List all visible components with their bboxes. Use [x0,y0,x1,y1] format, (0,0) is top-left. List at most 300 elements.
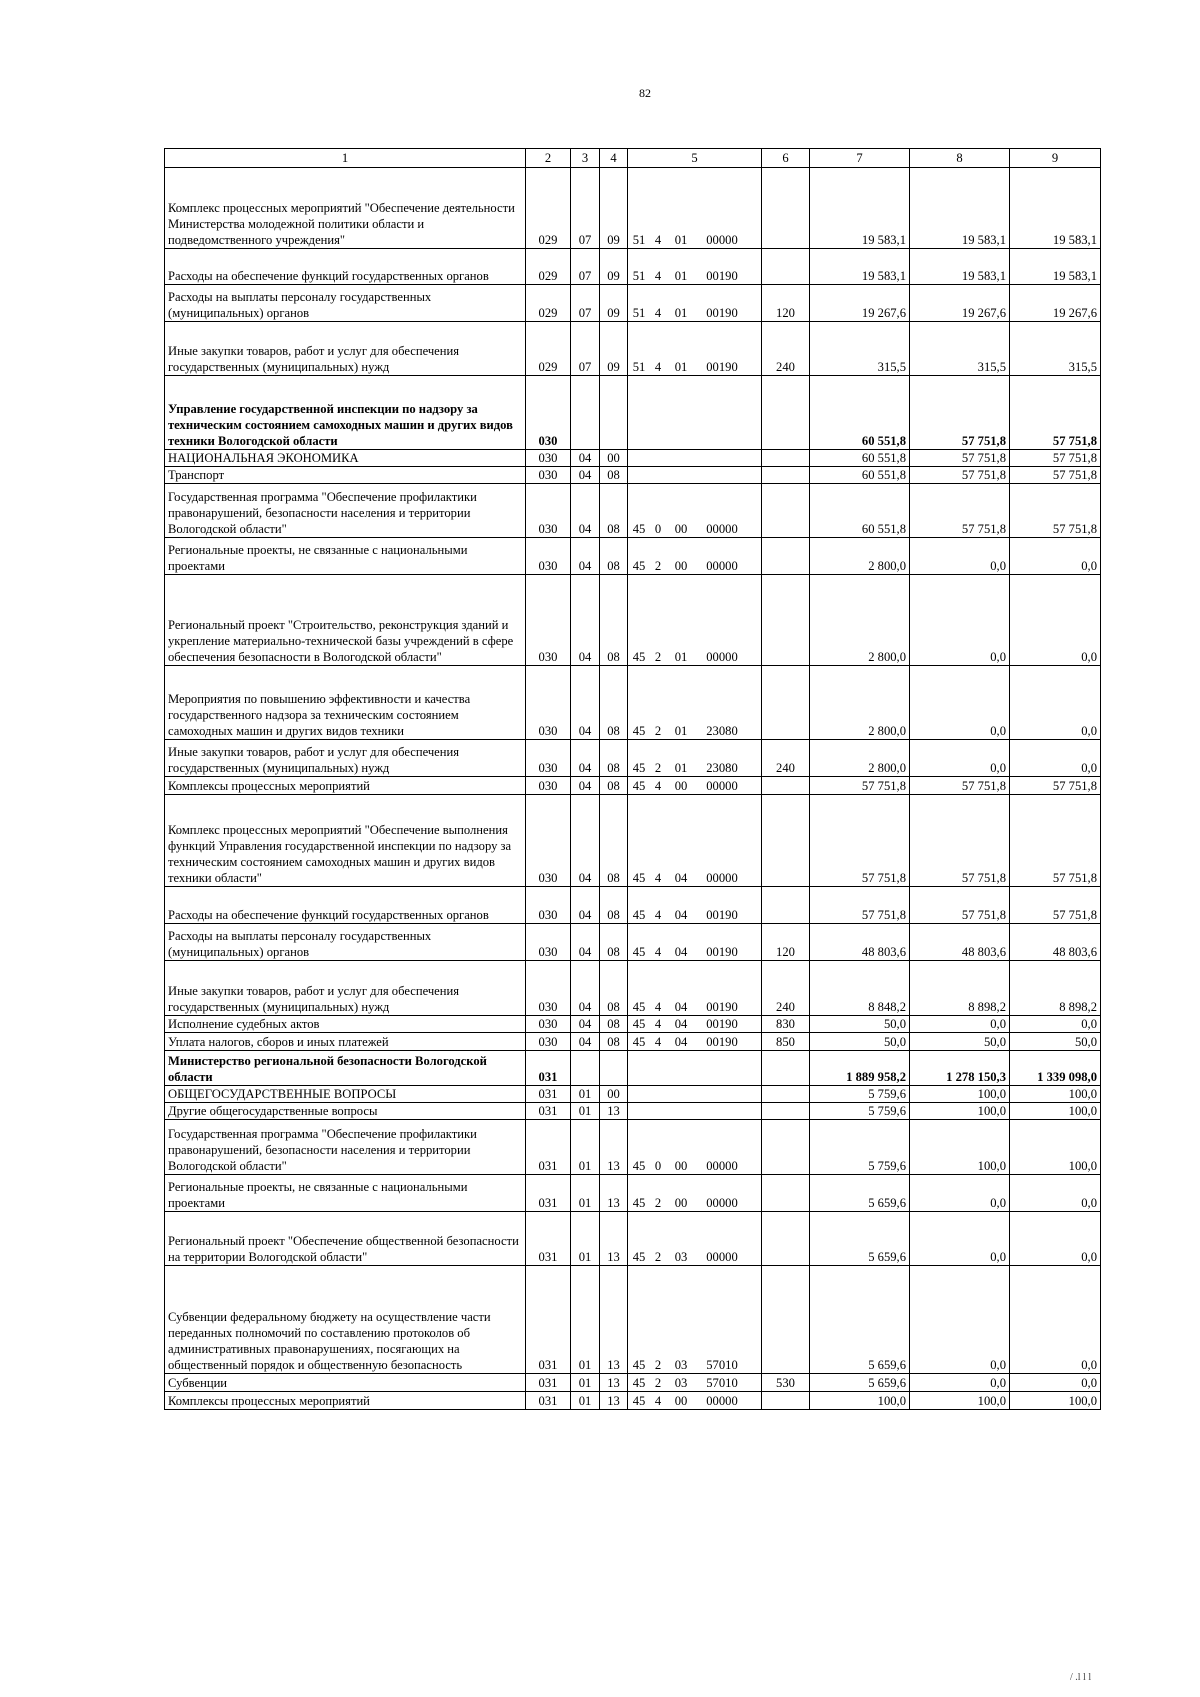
table-row [165,1266,1101,1374]
article-code-part: 4 [654,1394,662,1408]
amount-col-8: 0,0 [910,1374,1010,1392]
table-row [165,924,1101,961]
col-header-5: 5 [628,149,762,168]
article-code-part: 01 [674,724,688,738]
row-name: Министерство региональной безопасности Вологодской области [165,1051,526,1086]
table-row [165,1374,1101,1392]
section-code: 04 [571,450,600,467]
amount-col-7: 5 759,6 [810,1120,910,1175]
amount-col-7: 19 583,1 [810,249,910,285]
target-article-code [628,1051,762,1086]
section-code: 04 [571,1016,600,1033]
article-code-part: 45 [632,1358,646,1372]
table-row [165,322,1101,376]
table-row [165,777,1101,795]
ministry-code: 031 [526,1175,571,1212]
subsection-code: 13 [600,1266,628,1374]
ministry-code: 031 [526,1086,571,1103]
subsection-code: 08 [600,538,628,575]
article-code-part: 03 [674,1250,688,1264]
subsection-code: 13 [600,1212,628,1266]
amount-col-8: 0,0 [910,538,1010,575]
subsection-code: 13 [600,1103,628,1120]
section-code: 01 [571,1175,600,1212]
target-article-code [628,795,762,887]
ministry-code: 030 [526,924,571,961]
table-row [165,1086,1101,1103]
ministry-code: 030 [526,538,571,575]
ministry-code: 030 [526,740,571,777]
expense-type-code [762,538,810,575]
table-header [165,149,1101,168]
article-code-part: 00000 [706,1250,738,1264]
row-name: Региональные проекты, не связанные с национальными проектами [165,1175,526,1212]
row-name: ОБЩЕГОСУДАРСТВЕННЫЕ ВОПРОСЫ [165,1086,526,1103]
article-code-part: 45 [632,1000,646,1014]
article-code-part: 00 [674,559,688,573]
amount-col-9: 57 751,8 [1010,467,1101,484]
article-code-part: 04 [674,1035,688,1049]
target-article-code [628,1266,762,1374]
amount-col-9: 0,0 [1010,1374,1101,1392]
article-code-part: 4 [654,908,662,922]
ministry-code: 030 [526,1016,571,1033]
target-article-code [628,1103,762,1120]
amount-col-7: 50,0 [810,1016,910,1033]
article-code-part: 00190 [706,908,738,922]
ministry-code: 031 [526,1120,571,1175]
section-code: 01 [571,1266,600,1374]
amount-col-8: 57 751,8 [910,450,1010,467]
ministry-code: 030 [526,887,571,924]
page-number: 82 [639,86,651,100]
expense-type-code: 120 [762,924,810,961]
expense-type-code: 530 [762,1374,810,1392]
article-code-part: 00190 [706,1017,738,1031]
amount-col-7: 60 551,8 [810,467,910,484]
table-row [165,887,1101,924]
amount-col-9: 315,5 [1010,322,1101,376]
subsection-code [600,376,628,450]
section-code: 01 [571,1086,600,1103]
target-article-code [628,777,762,795]
article-code-part: 00000 [706,1394,738,1408]
amount-col-9: 19 583,1 [1010,168,1101,249]
target-article-code [628,1374,762,1392]
amount-col-9: 0,0 [1010,538,1101,575]
col-header-2: 2 [526,149,571,168]
subsection-code: 13 [600,1175,628,1212]
amount-col-9: 100,0 [1010,1392,1101,1410]
article-code-part: 04 [674,908,688,922]
table-row [165,961,1101,1016]
section-code: 01 [571,1374,600,1392]
amount-col-8: 57 751,8 [910,795,1010,887]
expense-type-code [762,484,810,538]
subsection-code: 09 [600,322,628,376]
ministry-code: 030 [526,795,571,887]
col-header-1: 1 [165,149,526,168]
amount-col-8: 8 898,2 [910,961,1010,1016]
amount-col-9: 57 751,8 [1010,887,1101,924]
article-code-part: 00 [674,1159,688,1173]
table-row [165,1016,1101,1033]
col-header-4: 4 [600,149,628,168]
ministry-code: 030 [526,1033,571,1051]
article-code-part: 00000 [706,522,738,536]
amount-col-9: 50,0 [1010,1033,1101,1051]
target-article-code [628,887,762,924]
row-name: Региональные проекты, не связанные с национальными проектами [165,538,526,575]
row-name: Расходы на выплаты персоналу государственных (муниципальных) органов [165,285,526,322]
amount-col-8: 19 267,6 [910,285,1010,322]
amount-col-8: 0,0 [910,575,1010,666]
table-row [165,575,1101,666]
section-code: 07 [571,285,600,322]
article-code-part: 00 [674,1196,688,1210]
expense-type-code [762,376,810,450]
amount-col-9: 57 751,8 [1010,376,1101,450]
amount-col-8: 0,0 [910,1266,1010,1374]
row-name: Государственная программа "Обеспечение профилактики правонарушений, безопасности населения и территории Вологодской области" [165,484,526,538]
table-row [165,249,1101,285]
section-code: 04 [571,538,600,575]
amount-col-9: 0,0 [1010,1212,1101,1266]
article-code-part: 0 [654,522,662,536]
row-name: Иные закупки товаров, работ и услуг для обеспечения государственных (муниципальных) нужд [165,961,526,1016]
expense-type-code [762,1120,810,1175]
article-code-part: 4 [654,945,662,959]
amount-col-8: 19 583,1 [910,249,1010,285]
table-body [165,168,1101,1410]
expense-type-code: 830 [762,1016,810,1033]
article-code-part: 00 [674,1394,688,1408]
amount-col-8: 100,0 [910,1120,1010,1175]
ministry-code: 031 [526,1374,571,1392]
article-code-part: 00000 [706,650,738,664]
expense-type-code [762,1051,810,1086]
subsection-code: 08 [600,1016,628,1033]
row-name: Государственная программа "Обеспечение профилактики правонарушений, безопасности населения и территории Вологодской области" [165,1120,526,1175]
article-code-part: 45 [632,779,646,793]
col-header-7: 7 [810,149,910,168]
ministry-code: 030 [526,484,571,538]
ministry-code: 030 [526,575,571,666]
subsection-code: 08 [600,924,628,961]
row-name: Расходы на выплаты персоналу государственных (муниципальных) органов [165,924,526,961]
table-row [165,1392,1101,1410]
amount-col-9: 19 583,1 [1010,249,1101,285]
subsection-code: 08 [600,1033,628,1051]
target-article-code [628,961,762,1016]
article-code-part: 04 [674,1000,688,1014]
table-row [165,740,1101,777]
expense-type-code [762,1175,810,1212]
section-code: 04 [571,1033,600,1051]
article-code-part: 04 [674,871,688,885]
col-header-9: 9 [1010,149,1101,168]
article-code-part: 0 [654,1159,662,1173]
section-code: 01 [571,1212,600,1266]
ministry-code: 030 [526,450,571,467]
amount-col-7: 2 800,0 [810,538,910,575]
amount-col-8: 0,0 [910,740,1010,777]
amount-col-7: 2 800,0 [810,740,910,777]
article-code-part: 45 [632,650,646,664]
amount-col-7: 8 848,2 [810,961,910,1016]
amount-col-7: 60 551,8 [810,450,910,467]
amount-col-9: 0,0 [1010,575,1101,666]
row-name: Управление государственной инспекции по надзору за техническим состоянием самоходных машин и других видов техники Вологодской области [165,376,526,450]
amount-col-9: 8 898,2 [1010,961,1101,1016]
amount-col-9: 0,0 [1010,740,1101,777]
target-article-code [628,249,762,285]
expense-type-code: 240 [762,322,810,376]
subsection-code: 08 [600,484,628,538]
col-header-3: 3 [571,149,600,168]
article-code-part: 4 [654,1017,662,1031]
expense-type-code [762,1392,810,1410]
expense-type-code [762,1212,810,1266]
article-code-part: 4 [654,871,662,885]
amount-col-8: 19 583,1 [910,168,1010,249]
amount-col-9: 57 751,8 [1010,777,1101,795]
row-name: Иные закупки товаров, работ и услуг для обеспечения государственных (муниципальных) нужд [165,322,526,376]
section-code: 01 [571,1392,600,1410]
expense-type-code [762,887,810,924]
subsection-code [600,1051,628,1086]
amount-col-7: 1 889 958,2 [810,1051,910,1086]
amount-col-7: 5 659,6 [810,1212,910,1266]
article-code-part: 00 [674,779,688,793]
article-code-part: 45 [632,871,646,885]
article-code-part: 51 [632,269,646,283]
row-name: Комплексы процессных мероприятий [165,777,526,795]
article-code-part: 57010 [706,1358,738,1372]
section-code [571,1051,600,1086]
article-code-part: 4 [654,1000,662,1014]
target-article-code [628,1033,762,1051]
ministry-code: 030 [526,666,571,740]
subsection-code: 09 [600,249,628,285]
article-code-part: 45 [632,724,646,738]
target-article-code [628,666,762,740]
section-code: 04 [571,777,600,795]
target-article-code [628,467,762,484]
subsection-code: 09 [600,285,628,322]
subsection-code: 08 [600,740,628,777]
amount-col-9: 1 339 098,0 [1010,1051,1101,1086]
amount-col-9: 57 751,8 [1010,795,1101,887]
subsection-code: 13 [600,1374,628,1392]
target-article-code [628,740,762,777]
subsection-code: 08 [600,467,628,484]
article-code-part: 00000 [706,1159,738,1173]
target-article-code [628,322,762,376]
table-row [165,376,1101,450]
amount-col-8: 0,0 [910,666,1010,740]
expense-type-code [762,575,810,666]
table-row [165,484,1101,538]
section-code: 07 [571,249,600,285]
expense-type-code: 850 [762,1033,810,1051]
row-name: Транспорт [165,467,526,484]
article-code-part: 51 [632,306,646,320]
row-name: Исполнение судебных актов [165,1016,526,1033]
article-code-part: 00000 [706,233,738,247]
amount-col-7: 5 659,6 [810,1175,910,1212]
subsection-code: 08 [600,666,628,740]
expense-type-code [762,777,810,795]
ministry-code: 030 [526,376,571,450]
article-code-part: 01 [674,650,688,664]
row-name: Комплексы процессных мероприятий [165,1392,526,1410]
table-row [165,795,1101,887]
article-code-part: 00190 [706,360,738,374]
ministry-code: 031 [526,1212,571,1266]
table-row [165,666,1101,740]
target-article-code [628,1392,762,1410]
article-code-part: 00190 [706,1035,738,1049]
row-name: Иные закупки товаров, работ и услуг для обеспечения государственных (муниципальных) нужд [165,740,526,777]
target-article-code [628,376,762,450]
expense-type-code [762,1086,810,1103]
target-article-code [628,1120,762,1175]
row-name: Уплата налогов, сборов и иных платежей [165,1033,526,1051]
row-name: Региональный проект "Обеспечение общественной безопасности на территории Вологодской области" [165,1212,526,1266]
table-row [165,538,1101,575]
scan-artifact: / .l l l [1070,1672,1092,1683]
col-header-8: 8 [910,149,1010,168]
article-code-part: 4 [654,360,662,374]
row-name: Субвенции [165,1374,526,1392]
article-code-part: 2 [654,724,662,738]
expense-type-code [762,249,810,285]
article-code-part: 23080 [706,724,738,738]
article-code-part: 01 [674,269,688,283]
target-article-code [628,538,762,575]
article-code-part: 45 [632,1159,646,1173]
amount-col-8: 57 751,8 [910,887,1010,924]
section-code [571,376,600,450]
amount-col-9: 57 751,8 [1010,450,1101,467]
table-row [165,1212,1101,1266]
target-article-code [628,450,762,467]
article-code-part: 45 [632,945,646,959]
article-code-part: 2 [654,1376,662,1390]
ministry-code: 031 [526,1051,571,1086]
article-code-part: 4 [654,1035,662,1049]
ministry-code: 030 [526,961,571,1016]
subsection-code: 08 [600,575,628,666]
amount-col-7: 5 759,6 [810,1103,910,1120]
expense-type-code [762,467,810,484]
article-code-part: 45 [632,1394,646,1408]
subsection-code: 09 [600,168,628,249]
amount-col-7: 50,0 [810,1033,910,1051]
article-code-part: 51 [632,233,646,247]
amount-col-7: 5 659,6 [810,1266,910,1374]
article-code-part: 45 [632,1250,646,1264]
row-name: Другие общегосударственные вопросы [165,1103,526,1120]
ministry-code: 031 [526,1392,571,1410]
amount-col-7: 5 759,6 [810,1086,910,1103]
target-article-code [628,1175,762,1212]
table-row [165,1175,1101,1212]
article-code-part: 4 [654,779,662,793]
amount-col-8: 57 751,8 [910,484,1010,538]
article-code-part: 4 [654,233,662,247]
article-code-part: 01 [674,761,688,775]
article-code-part: 45 [632,761,646,775]
amount-col-8: 1 278 150,3 [910,1051,1010,1086]
header-row [165,149,1101,168]
section-code: 07 [571,168,600,249]
subsection-code: 08 [600,777,628,795]
article-code-part: 45 [632,1017,646,1031]
target-article-code [628,1212,762,1266]
target-article-code [628,285,762,322]
ministry-code: 029 [526,322,571,376]
amount-col-7: 19 267,6 [810,285,910,322]
article-code-part: 51 [632,360,646,374]
article-code-part: 45 [632,1376,646,1390]
amount-col-8: 0,0 [910,1016,1010,1033]
article-code-part: 00000 [706,559,738,573]
amount-col-7: 60 551,8 [810,376,910,450]
ministry-code: 029 [526,249,571,285]
amount-col-7: 2 800,0 [810,575,910,666]
amount-col-9: 0,0 [1010,666,1101,740]
subsection-code: 00 [600,1086,628,1103]
section-code: 04 [571,666,600,740]
target-article-code [628,1016,762,1033]
section-code: 01 [571,1120,600,1175]
article-code-part: 2 [654,650,662,664]
section-code: 07 [571,322,600,376]
section-code: 04 [571,961,600,1016]
article-code-part: 00190 [706,945,738,959]
target-article-code [628,924,762,961]
section-code: 04 [571,795,600,887]
section-code: 04 [571,484,600,538]
subsection-code: 13 [600,1392,628,1410]
ministry-code: 030 [526,777,571,795]
amount-col-8: 50,0 [910,1033,1010,1051]
article-code-part: 2 [654,1358,662,1372]
subsection-code: 08 [600,887,628,924]
article-code-part: 01 [674,233,688,247]
article-code-part: 00190 [706,269,738,283]
amount-col-9: 100,0 [1010,1086,1101,1103]
budget-table [164,148,1101,1410]
col-header-6: 6 [762,149,810,168]
amount-col-7: 57 751,8 [810,887,910,924]
target-article-code [628,168,762,249]
row-name: НАЦИОНАЛЬНАЯ ЭКОНОМИКА [165,450,526,467]
section-code: 04 [571,467,600,484]
amount-col-7: 19 583,1 [810,168,910,249]
amount-col-9: 19 267,6 [1010,285,1101,322]
subsection-code: 08 [600,795,628,887]
amount-col-8: 315,5 [910,322,1010,376]
article-code-part: 45 [632,1035,646,1049]
article-code-part: 00 [674,522,688,536]
row-name: Субвенции федеральному бюджету на осуществление части переданных полномочий по составлению протоколов об административных правонарушениях, посягающих на общественный порядок и общественную безопасность [165,1266,526,1374]
article-code-part: 45 [632,908,646,922]
article-code-part: 23080 [706,761,738,775]
article-code-part: 2 [654,559,662,573]
